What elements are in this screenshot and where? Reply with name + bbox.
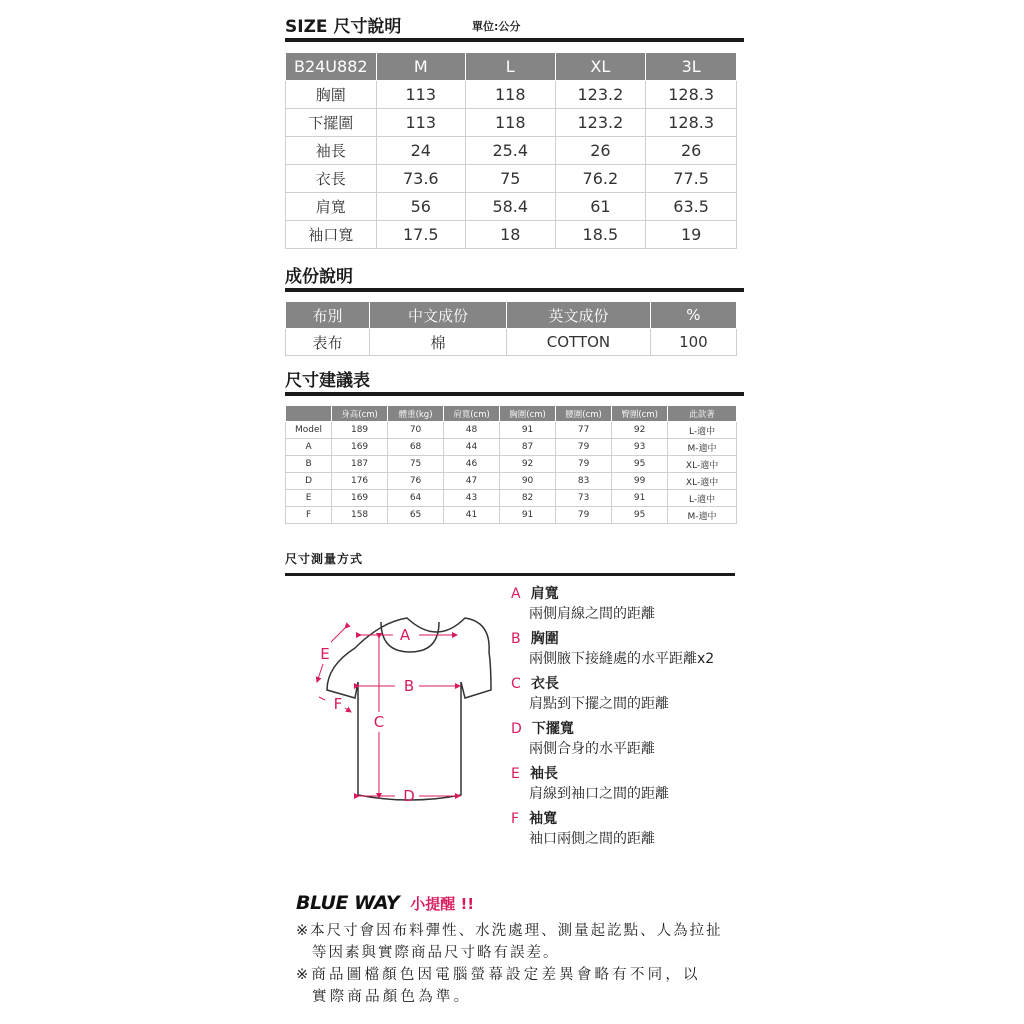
size-cell: 26 bbox=[555, 137, 646, 165]
recommend-cell: L-適中 bbox=[668, 490, 737, 507]
size-row-label: 袖長 bbox=[286, 137, 377, 165]
recommend-cell: 70 bbox=[388, 422, 444, 439]
recommend-header-cell: 此款著 bbox=[668, 406, 737, 422]
recommend-cell: 65 bbox=[388, 507, 444, 524]
composition-header-cell: 中文成份 bbox=[369, 302, 506, 329]
size-header-cell: L bbox=[466, 53, 555, 81]
recommend-cell: 64 bbox=[388, 490, 444, 507]
recommend-cell: 76 bbox=[388, 473, 444, 490]
size-cell: 18 bbox=[466, 221, 555, 249]
recommend-cell: 68 bbox=[388, 439, 444, 456]
size-row-label: 袖口寬 bbox=[286, 221, 377, 249]
recommend-cell: 93 bbox=[612, 439, 668, 456]
size-cell: 113 bbox=[376, 81, 465, 109]
size-cell: 26 bbox=[646, 137, 737, 165]
recommend-cell: 77 bbox=[556, 422, 612, 439]
recommend-section-rule bbox=[285, 392, 744, 396]
measure-desc: 袖口兩側之間的距離 bbox=[529, 831, 655, 847]
recommend-cell: 44 bbox=[444, 439, 500, 456]
diagram-label-a: A bbox=[399, 626, 411, 644]
diagram-label-f: F bbox=[333, 695, 343, 713]
composition-table bbox=[285, 301, 737, 356]
size-header-cell: XL bbox=[555, 53, 646, 81]
measure-name: 袖長 bbox=[529, 766, 558, 782]
size-table-row bbox=[286, 165, 737, 193]
composition-cell: 棉 bbox=[369, 329, 506, 356]
recommend-cell: 187 bbox=[332, 456, 388, 473]
recommend-row bbox=[286, 490, 737, 507]
size-table bbox=[285, 52, 737, 249]
size-cell: 113 bbox=[376, 109, 465, 137]
recommend-cell: 169 bbox=[332, 439, 388, 456]
size-row-label: 肩寬 bbox=[286, 193, 377, 221]
measure-item-c bbox=[511, 673, 669, 713]
reminder-note-2 bbox=[296, 964, 701, 1008]
composition-cell: 表布 bbox=[286, 329, 370, 356]
size-cell: 128.3 bbox=[646, 109, 737, 137]
size-row-label: 胸圍 bbox=[286, 81, 377, 109]
composition-header-cell: 英文成份 bbox=[507, 302, 651, 329]
recommend-cell: 91 bbox=[612, 490, 668, 507]
recommend-cell: D bbox=[286, 473, 332, 490]
size-cell: 56 bbox=[376, 193, 465, 221]
recommend-cell: B bbox=[286, 456, 332, 473]
recommend-cell: 87 bbox=[500, 439, 556, 456]
size-row-label: 衣長 bbox=[286, 165, 377, 193]
recommend-cell: Model bbox=[286, 422, 332, 439]
measure-item-d bbox=[511, 718, 655, 758]
recommend-cell: 92 bbox=[612, 422, 668, 439]
measure-letter: F bbox=[511, 811, 520, 827]
recommend-cell: A bbox=[286, 439, 332, 456]
reminder-heading bbox=[296, 892, 474, 914]
recommend-row bbox=[286, 507, 737, 524]
recommend-header-cell: 肩寬(cm) bbox=[444, 406, 500, 422]
recommend-table bbox=[285, 405, 737, 524]
size-table-row bbox=[286, 193, 737, 221]
note-line: ※本尺寸會因布料彈性、水洗處理、測量起訖點、人為拉扯 bbox=[296, 923, 723, 939]
recommend-cell: 75 bbox=[388, 456, 444, 473]
measure-desc: 兩側肩線之間的距離 bbox=[529, 606, 655, 622]
size-section-title: SIZE 尺寸說明 bbox=[285, 17, 402, 37]
recommend-cell: 158 bbox=[332, 507, 388, 524]
composition-header-cell: % bbox=[650, 302, 736, 329]
diagram-label-e: E bbox=[320, 645, 330, 663]
composition-cell: COTTON bbox=[507, 329, 651, 356]
measure-item-e bbox=[511, 763, 669, 803]
recommend-header-cell: 體重(kg) bbox=[388, 406, 444, 422]
size-header-cell: M bbox=[376, 53, 465, 81]
recommend-cell: M-適中 bbox=[668, 439, 737, 456]
reminder-note-1 bbox=[296, 920, 723, 964]
recommend-header-row bbox=[286, 406, 737, 422]
recommend-cell: 47 bbox=[444, 473, 500, 490]
size-cell: 18.5 bbox=[555, 221, 646, 249]
recommend-row bbox=[286, 422, 737, 439]
recommend-cell: 79 bbox=[556, 456, 612, 473]
recommend-cell: 91 bbox=[500, 507, 556, 524]
measure-desc: 兩側腋下接縫處的水平距離x2 bbox=[529, 651, 715, 667]
recommend-header-cell: 身高(cm) bbox=[332, 406, 388, 422]
size-table-row bbox=[286, 81, 737, 109]
recommend-cell: 41 bbox=[444, 507, 500, 524]
composition-section-rule bbox=[285, 288, 744, 292]
size-table-row bbox=[286, 221, 737, 249]
measure-letter: A bbox=[511, 586, 521, 602]
recommend-cell: 79 bbox=[556, 507, 612, 524]
size-cell: 118 bbox=[466, 81, 555, 109]
size-cell: 128.3 bbox=[646, 81, 737, 109]
recommend-cell: F bbox=[286, 507, 332, 524]
size-cell: 17.5 bbox=[376, 221, 465, 249]
size-cell: 58.4 bbox=[466, 193, 555, 221]
recommend-row bbox=[286, 473, 737, 490]
note-line: ※商品圖檔顏色因電腦螢幕設定差異會略有不同，以 bbox=[296, 967, 701, 983]
size-cell: 77.5 bbox=[646, 165, 737, 193]
measure-item-a bbox=[511, 583, 655, 623]
measure-letter: E bbox=[511, 766, 520, 782]
measure-section-rule bbox=[285, 573, 735, 576]
recommend-cell: 83 bbox=[556, 473, 612, 490]
recommend-cell: 82 bbox=[500, 490, 556, 507]
measure-name: 袖寬 bbox=[529, 811, 558, 827]
recommend-cell: 95 bbox=[612, 456, 668, 473]
size-row-label: 下擺圍 bbox=[286, 109, 377, 137]
size-cell: 61 bbox=[555, 193, 646, 221]
diagram-label-d: D bbox=[403, 787, 415, 805]
recommend-header-cell: 臀圍(cm) bbox=[612, 406, 668, 422]
size-table-row bbox=[286, 137, 737, 165]
recommend-cell: 90 bbox=[500, 473, 556, 490]
measure-name: 衣長 bbox=[530, 676, 559, 692]
recommend-cell: 189 bbox=[332, 422, 388, 439]
size-cell: 123.2 bbox=[555, 81, 646, 109]
recommend-cell: 79 bbox=[556, 439, 612, 456]
size-cell: 75 bbox=[466, 165, 555, 193]
measure-letter: D bbox=[511, 721, 522, 737]
recommend-cell: E bbox=[286, 490, 332, 507]
recommend-cell: 73 bbox=[556, 490, 612, 507]
measure-name: 肩寬 bbox=[530, 586, 559, 602]
measure-desc: 肩點到下擺之間的距離 bbox=[529, 696, 669, 712]
note-line: 實際商品顏色為準。 bbox=[312, 989, 472, 1005]
brand-logo: BLUE WAY bbox=[296, 892, 400, 914]
unit-label: 單位:公分 bbox=[472, 20, 521, 33]
size-cell: 25.4 bbox=[466, 137, 555, 165]
composition-header-row bbox=[286, 302, 737, 329]
tshirt-diagram bbox=[295, 600, 505, 830]
size-header-cell: 3L bbox=[646, 53, 737, 81]
measure-letter: C bbox=[511, 676, 521, 692]
note-line: 等因素與實際商品尺寸略有誤差。 bbox=[312, 945, 560, 961]
size-table-row bbox=[286, 109, 737, 137]
measure-name: 胸圍 bbox=[530, 631, 559, 647]
recommend-header-cell: 腰圍(cm) bbox=[556, 406, 612, 422]
recommend-cell: 92 bbox=[500, 456, 556, 473]
size-cell: 19 bbox=[646, 221, 737, 249]
recommend-header-cell bbox=[286, 406, 332, 422]
diagram-label-b: B bbox=[403, 677, 415, 695]
measure-desc: 兩側合身的水平距離 bbox=[529, 741, 655, 757]
size-cell: 24 bbox=[376, 137, 465, 165]
recommend-cell: L-適中 bbox=[668, 422, 737, 439]
recommend-cell: 95 bbox=[612, 507, 668, 524]
recommend-header-cell: 胸圍(cm) bbox=[500, 406, 556, 422]
size-cell: 63.5 bbox=[646, 193, 737, 221]
tshirt-outline bbox=[327, 618, 491, 800]
recommend-section-title: 尺寸建議表 bbox=[285, 371, 370, 391]
recommend-cell: 43 bbox=[444, 490, 500, 507]
measure-item-b bbox=[511, 628, 714, 668]
measure-section-title: 尺寸測量方式 bbox=[285, 552, 364, 566]
size-cell: 73.6 bbox=[376, 165, 465, 193]
recommend-row bbox=[286, 456, 737, 473]
recommend-cell: 91 bbox=[500, 422, 556, 439]
diagram-label-c: C bbox=[373, 713, 385, 731]
measure-desc: 肩線到袖口之間的距離 bbox=[529, 786, 669, 802]
size-section-rule bbox=[285, 38, 744, 42]
size-cell: 123.2 bbox=[555, 109, 646, 137]
reminder-tip: 小提醒 !! bbox=[410, 895, 475, 913]
recommend-cell: 176 bbox=[332, 473, 388, 490]
recommend-cell: XL-適中 bbox=[668, 473, 737, 490]
composition-row bbox=[286, 329, 737, 356]
size-cell: 76.2 bbox=[555, 165, 646, 193]
recommend-cell: XL-適中 bbox=[668, 456, 737, 473]
size-header-cell: B24U882 bbox=[286, 53, 377, 81]
recommend-cell: 99 bbox=[612, 473, 668, 490]
recommend-cell: 46 bbox=[444, 456, 500, 473]
measure-name: 下擺寬 bbox=[531, 721, 574, 737]
recommend-row bbox=[286, 439, 737, 456]
recommend-cell: 48 bbox=[444, 422, 500, 439]
recommend-cell: 169 bbox=[332, 490, 388, 507]
size-cell: 118 bbox=[466, 109, 555, 137]
recommend-cell: M-適中 bbox=[668, 507, 737, 524]
measure-letter: B bbox=[511, 631, 521, 647]
measure-item-f bbox=[511, 808, 655, 848]
composition-cell: 100 bbox=[650, 329, 736, 356]
composition-header-cell: 布別 bbox=[286, 302, 370, 329]
composition-section-title: 成份說明 bbox=[285, 267, 353, 287]
size-table-header-row bbox=[286, 53, 737, 81]
